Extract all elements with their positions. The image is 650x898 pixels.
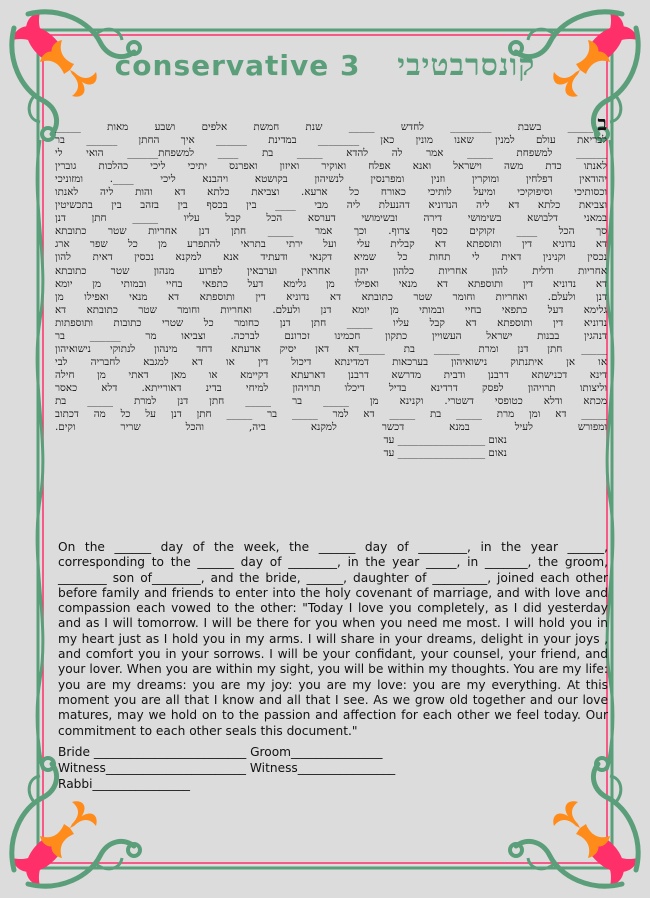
hebrew-text-line: במאני דלבושא בשימושי דירה ובשימושי דערסא הכל קבל עליו _____ חתן דנן bbox=[55, 212, 607, 225]
hebrew-text-line: וכסותיכי וסיפוקיכי ומיעל לותיכי כאורח כל ארעא. וצביאת כלתא דא והות ליה לאנתו bbox=[55, 186, 607, 199]
witness-signature-line: Witness_______________________ Witness________________ bbox=[58, 761, 396, 775]
hebrew-text-line: או אן איתנתוק נישואיהון בערכאות דמדינתא דיכול דין או דא למגבא לחבריה לבי bbox=[55, 355, 607, 368]
hebrew-text-line: סך הכל ____ זקוקים כסף צרוף. וכך אמר _____ חתן דנן אחריות שטר כתובתא bbox=[55, 225, 607, 238]
hebrew-text-line: ב_____ בשבת ________ לחדש _____ שנת חמשת אלפים ושבע מאות _____ bbox=[55, 118, 607, 134]
hebrew-ketubah-text bbox=[55, 118, 607, 460]
hebrew-drop-cap: ב bbox=[597, 118, 607, 135]
hebrew-text-line: גלימא דעל כתפאי בחיי ובמותי מן יומא דנן ולעלם. ואחריות וחומר שטר כתובתא דא bbox=[55, 303, 607, 316]
title-english: conservative 3 bbox=[114, 49, 361, 82]
hebrew-text-line: _____ דא ומן מרת _____ בת _____ דא למר _____ בר _____ חתן דנן על כל מה דכתוב bbox=[55, 408, 607, 421]
hebrew-text-line: יהודאין דפלחין ומוקרין וזנין ומפרנסין לנשיהון בקושטא ויהבנא ליכי ____. ומזוניכי bbox=[55, 173, 607, 186]
hebrew-text-line: מכתא ודלא כטופסי דשטרי. וקנינא מן _____ בר _____ חתן דנן למרת _____ בת bbox=[55, 394, 607, 407]
bride-groom-signature-line: Bride _________________________ Groom_______________ bbox=[58, 745, 383, 759]
hebrew-text-line: דא נדוניא דין ותוספתא דא מנאי ואפילו מן גלימא דעל כתפאי בחיי ובמותי מן יומא bbox=[55, 277, 607, 290]
hebrew-text-line: לאנתו כדת משה וישראל ואנא אפלח ואוקיר ואיזון ואפרנס יתיכי ליכי כהלכות גוברין bbox=[55, 160, 607, 173]
hebrew-witness-line: נאום _________________ עד bbox=[383, 447, 507, 460]
title-hebrew: קונסרבטיבי bbox=[397, 48, 536, 83]
hebrew-text-line: _____ חתן דנן ומרת _____ בת _____דא דאן יסיק אדעתא דחד מינהון לנתוקי נישואיהון bbox=[55, 342, 607, 355]
english-ketubah-text: On the ______ day of the week, the ______ day of ________, in the year ______, corresponding to the ______ day of ________, in the year _____, in _______, the groom, ________ son of________, and the bride, ______, daughter of _________, joined each other before family and friends to enter into the holy covenant of marriage, and with love and compassion each vowed to the other: "Today I love you completely, as I did yesterday and as I will tomorrow. I will be there for you when you need me most. I will hold you in my heart just as I hold you in my arms. I will share in your dreams, delight in your joys , and comfort you in your sorrows. I will be your confidant, your counsel, your friend, and your lover. When you are within my sight, you will be within my thoughts. You are my life: you are my dreams: you are my joy: you are my love: you are my everything. At this moment you are all that I know and all that I see. As we grow old together and our love matures, may we hold on to the passion and affection for each other we feel today. Our commitment to each other seals this document." bbox=[58, 540, 608, 738]
hebrew-text-line: נדוניא דין ותוספתא דא קבל עליו _____ חתן דנן כחומר כל שטרי כתובות ותוספתות bbox=[55, 316, 607, 329]
hebrew-text-line: דינא דכנישתא דרבנן ודבית מדרשא דרבנן דארעתא דקיימא או מאן דאתי מן חילה bbox=[55, 368, 607, 381]
hebrew-text-line: ______ למשפחת _____ אמר לה להדא _____ בת ____ למשפחת______ הואי לי bbox=[55, 147, 607, 160]
hebrew-text-line: דא נדוניא דין ותוספתא דא קבלית עלי ועל ירתי בתראי להתפרע מן כל שפר ארג bbox=[55, 238, 607, 251]
hebrew-text-line: וצביאת כלתא דא ליה הנדוניא דהנעלת ליה מבי ____ בין בכסף בין בזהב בין בתכשיטין bbox=[55, 199, 607, 212]
hebrew-text-line: נכסין וקנינין דאית לי תחות כל שמיא דקנאי ודעתיד אנא למקנא נכסין דאית להון bbox=[55, 251, 607, 264]
hebrew-text-line: אחריות ודלית להון אחריות כלהון יהון אחראין וערבאין לפרוע מנהון שטר כתובתא bbox=[55, 264, 607, 277]
rabbi-signature-line: Rabbi________________ bbox=[58, 777, 191, 791]
hebrew-text-line: דנן ולעלם. ואחריות וחומר שטר כתובתא דא נדוניא דין ותוספתא דא מנאי ואפילו מן bbox=[55, 290, 607, 303]
hebrew-witness-line: נאום _________________ עד bbox=[383, 434, 507, 447]
hebrew-text-line: ומפורש לעיל במנא דכשר למקנא ביה, והכל שריר וקים. bbox=[55, 421, 607, 434]
hebrew-text-line: דנהגין בבנות ישראל העשויין כתקון חכמינו זכרונם לברכה. וצביאו מר ______ בר bbox=[55, 329, 607, 342]
hebrew-text-line: וליצותו תרויהון לפסק דרדינא בדיל דיכלו תרויהון למיחי בדינ דאורייתא. דלא כאסר bbox=[55, 381, 607, 394]
hebrew-text-line: לבריאת עולם למנין שאנו מונין כאן ________ במדינת ______ איך החתן ______ בר bbox=[55, 134, 607, 147]
document-title bbox=[0, 48, 650, 83]
